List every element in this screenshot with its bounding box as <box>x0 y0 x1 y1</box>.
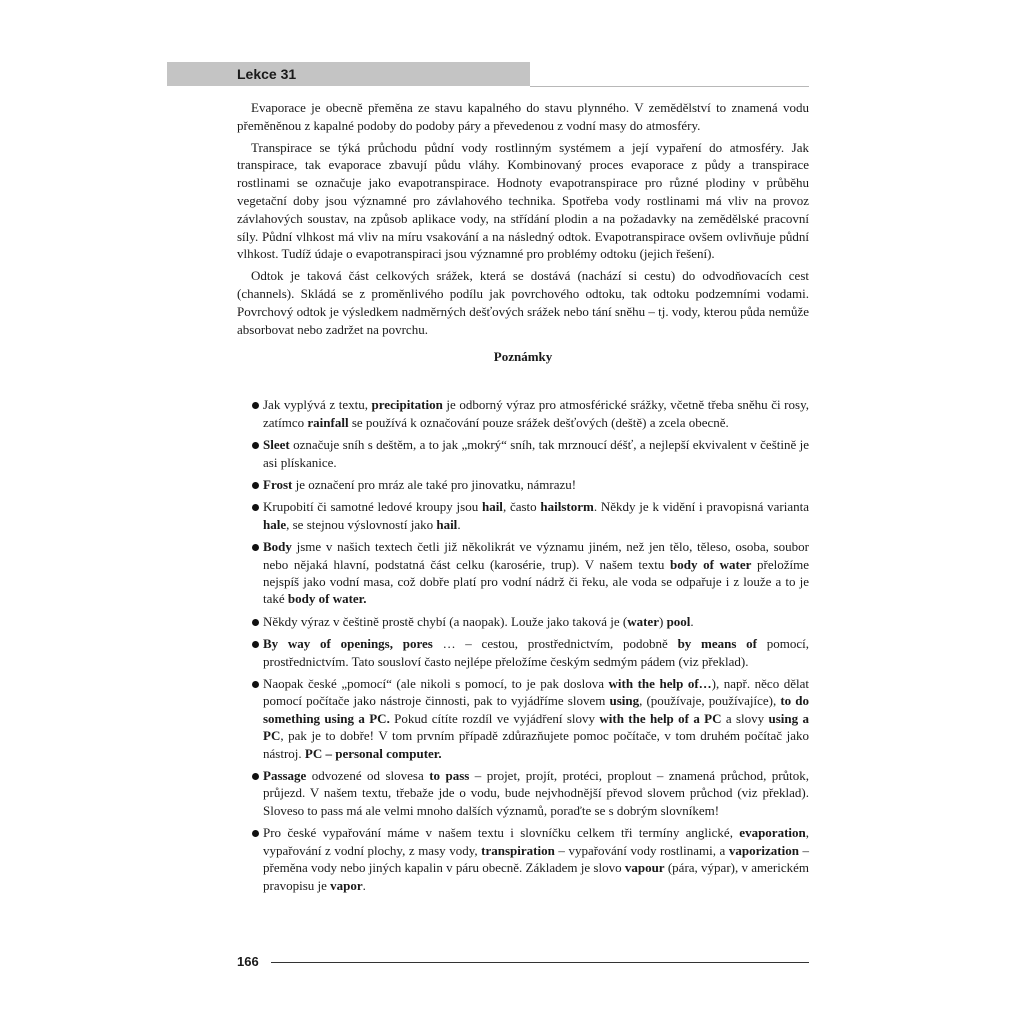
note-segment: , pak je to dobře! V tom prvním případě zdůrazňujete pomoc počítače, v tom druhém počítač jako nástroj. <box>263 728 809 761</box>
lesson-title: Lekce 31 <box>237 66 297 82</box>
header-band <box>167 62 530 86</box>
note-segment: se používá k označování pouze srážek dešťových (deště) a zcela obecně. <box>348 414 729 430</box>
note-term: rainfall <box>307 414 349 430</box>
note-segment: , vypařování z vodní plochy, z masy vody, <box>263 825 809 858</box>
note-text <box>263 437 809 469</box>
bullet-icon <box>252 442 259 449</box>
note-term: By way of openings, pores <box>263 636 433 652</box>
note-term: hale <box>263 516 287 532</box>
bullet-icon <box>252 482 259 489</box>
note-text <box>263 499 809 531</box>
note-item <box>237 767 809 819</box>
note-term: hail <box>481 499 503 515</box>
bullet-icon <box>252 641 259 648</box>
paragraph-evaporation: Evaporace je obecně přeměna ze stavu kapalného do stavu plynného. V zemědělství to znamená vodu přeměněnou z kapalné podoby do podoby páry a převedenou z vodní masy do atmosféry. <box>237 100 809 133</box>
note-text <box>263 825 809 892</box>
notes-list <box>237 396 809 894</box>
footer-rule <box>271 962 809 963</box>
note-term: vapor <box>330 877 363 893</box>
note-segment: je odborný výraz pro atmosférické srážky, včetně třeba sněhu či rosy, zatímco <box>263 397 809 430</box>
note-term: pool <box>666 613 691 629</box>
note-segment: ), např. něco dělat pomocí počítače jako nástroje činnosti, pak to vyjádříme slovem <box>263 676 810 709</box>
note-segment: , se stejnou výslovností jako <box>286 516 437 532</box>
note-term: Sleet <box>263 437 290 453</box>
header-rule <box>530 86 809 87</box>
note-term: hailstorm <box>540 499 594 515</box>
bullet-icon <box>252 830 259 837</box>
note-term: water <box>627 613 659 629</box>
note-text <box>263 539 809 606</box>
note-term: Passage <box>263 768 307 784</box>
bullet-icon <box>252 504 259 511</box>
note-segment: pomocí, prostřednictvím. Tato sousloví často nejlépe přeložíme českým sedmým pádem (viz překlad). <box>263 636 809 669</box>
note-item <box>237 396 809 431</box>
note-term: hail <box>436 516 458 532</box>
note-text <box>263 397 809 429</box>
bullet-icon <box>252 402 259 409</box>
note-term: to pass <box>429 768 470 784</box>
note-segment: . <box>362 877 366 893</box>
note-item <box>237 498 809 533</box>
note-term: to do something using a PC. <box>263 693 810 726</box>
note-text <box>263 477 576 492</box>
note-term: evaporation <box>739 825 806 841</box>
page-content <box>237 99 809 899</box>
note-term: with the help of a PC <box>599 710 722 726</box>
note-term: PC – personal computer. <box>304 745 442 761</box>
bullet-icon <box>252 773 259 780</box>
note-segment: Krupobití či samotné ledové kroupy jsou <box>263 499 482 515</box>
note-segment: , (používaje, používajíce), <box>639 693 781 709</box>
note-item <box>237 613 809 630</box>
note-segment: odvozené od slovesa <box>306 768 430 784</box>
note-term: Body <box>263 539 292 555</box>
paragraph-transpiration: Transpirace se týká průchodu půdní vody rostlinným systémem a její vypaření do atmosféry. Jak transpirace, tak evaporace zbavují půdu vláhy. Kombinovaný proces evaporace z půdy a transpirace rostlinami se označuje jako evapotranspirace. Hodnoty evapotranspirace pro různé plodiny v průběhu vegetační doby jsou významné pro závlahového technika. Spotřeba vody rostlinami má vliv na provoz závlahových soustav, na způsob aplikace vody, na střídání plodin a na požadavky na zemědělské pracovní síly. Půdní vlhkost má vliv na míru vsakování a na následný odtok. Evapotranspirace ovšem ovlivňuje půdní vlhkost. Tudíž údaje o evapotranspiraci jsou významné pro problémy odtoku (jejich řešení). <box>237 139 809 262</box>
page-number: 166 <box>237 954 259 969</box>
note-segment: (pára, výpar), v americkém pravopisu je <box>263 860 809 893</box>
paragraph-runoff: Odtok je taková část celkových srážek, která se dostává (nachází si cestu) do odvodňovacích cest (channels). Skládá se z proměnlivého podílu jak povrchového odtoku, tak odtoku podzemními vodami. Povrchový odtok je výsledkem nadměrných dešťových srážek nebo tání sněhu – tj. vody, kterou půda nemůže absorbovat nebo zadržet na povrchu. <box>237 268 809 337</box>
note-segment: přeložíme nejspíš jako vodní masa, což dobře platí pro vodní nádrž či řeku, ale voda se odpařuje i z louže a to je také <box>263 556 810 607</box>
note-segment: označuje sníh s deštěm, a to jak „mokrý“ sníh, tak mrznoucí déšť, a nejlepší ekvivalent v češtině je asi plískanice. <box>263 437 809 470</box>
note-term: using a PC <box>263 710 809 744</box>
note-term: body of water <box>670 556 752 572</box>
note-item <box>237 635 809 670</box>
note-text <box>263 768 809 818</box>
note-segment: Pro české vypařování máme v našem textu i slovníčku celkem tři termíny anglické, <box>263 825 740 841</box>
note-term: Frost <box>263 476 293 492</box>
note-segment: , často <box>502 499 541 515</box>
note-segment: Pokud cítíte rozdíl ve vyjádření slovy <box>389 710 600 726</box>
note-term: with the help of… <box>608 676 712 692</box>
note-term: transpiration <box>481 842 555 858</box>
bullet-icon <box>252 619 259 626</box>
note-segment: – přeměna vody nebo jiných kapalin v páru obecně. Základem je slovo <box>263 842 809 876</box>
note-term: using <box>609 693 640 709</box>
note-segment: – projet, projít, protéci, proplout – znamená průchod, průtok, průjezd. V našem textu, třebaže jde o vodu, bude nejvhodnější převod slovem průchod (viz překlad). Sloveso to pass má ale velmi mnoho dalších významů, poraďte se s dobrým slovníkem! <box>263 768 809 818</box>
note-segment: ) <box>658 613 667 629</box>
note-term: body of water. <box>287 591 367 607</box>
note-term: precipitation <box>371 397 443 413</box>
note-segment: Někdy výraz v češtině prostě chybí (a naopak). Louže jako taková je ( <box>263 613 628 629</box>
note-segment: Jak vyplývá z textu, <box>263 397 372 413</box>
note-segment: . <box>690 613 694 629</box>
note-text <box>263 676 809 761</box>
notes-heading: Poznámky <box>493 349 553 365</box>
note-segment: jsme v našich textech četli již několikrát ve významu jiném, než jen tělo, těleso, osoba, soubor nebo nějaká hlavní, podstatná část celku (karosérie, trup). V našem textu <box>263 539 809 572</box>
note-item <box>237 436 809 471</box>
note-segment: je označení pro mráz ale také pro jinovatku, námrazu! <box>292 476 577 492</box>
note-text <box>263 636 809 668</box>
note-term: vaporization <box>728 842 799 858</box>
note-segment: . Někdy je k vidění i pravopisná varianta <box>593 499 809 515</box>
note-segment: … – cestou, prostřednictvím, podobně <box>432 636 678 652</box>
bullet-icon <box>252 681 259 688</box>
note-segment: Naopak české „pomocí“ (ale nikoli s pomocí, to je pak doslova <box>263 676 609 692</box>
bullet-icon <box>252 544 259 551</box>
note-item <box>237 476 809 493</box>
note-segment: a slovy <box>721 710 769 726</box>
note-segment: – vypařování vody rostlinami, a <box>554 842 729 858</box>
note-segment: . <box>457 516 461 532</box>
note-item <box>237 824 809 894</box>
note-item <box>237 675 809 762</box>
note-term: vapour <box>624 860 665 876</box>
note-text <box>263 614 694 629</box>
note-term: by means of <box>677 636 757 652</box>
note-item <box>237 538 809 608</box>
